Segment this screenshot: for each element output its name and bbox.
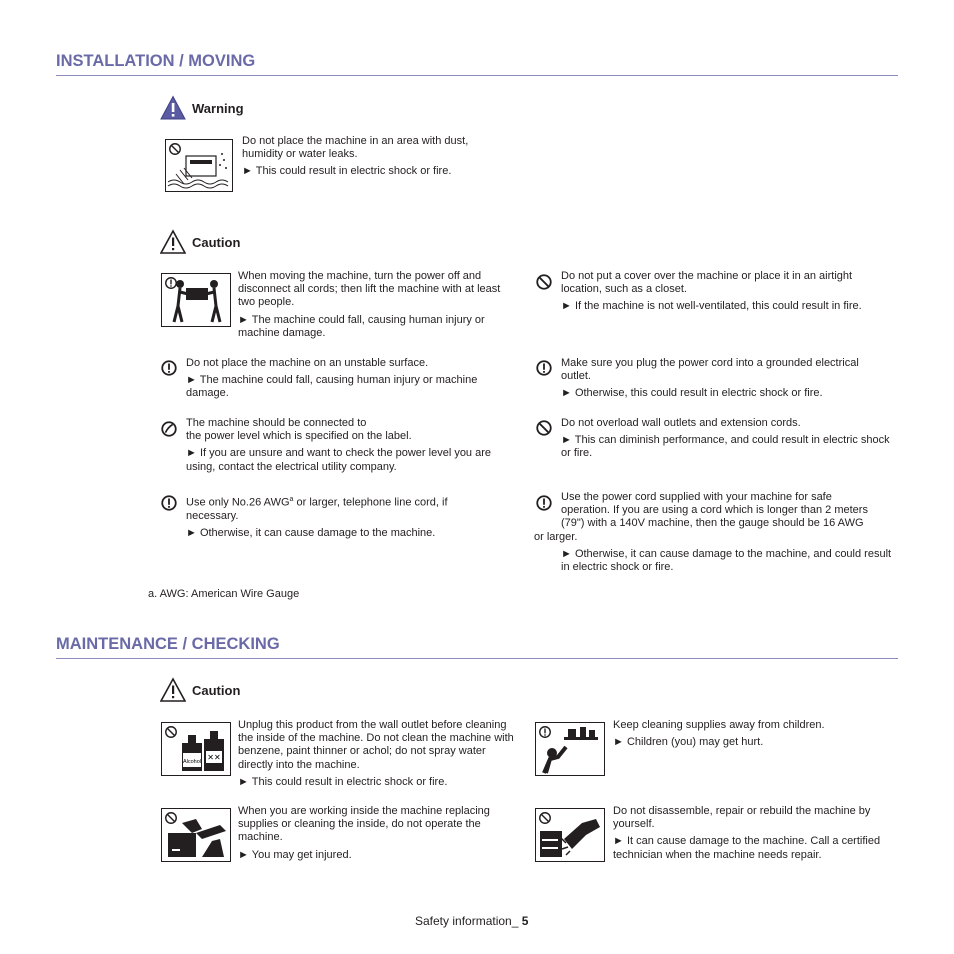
child-reaching-illustration [535,722,605,776]
caution-right-item-4 [534,491,894,574]
caution-label-2: Caution [192,683,241,698]
bottle-mark: ✕✕ [207,753,221,762]
caution-left-item-3-text-1: The machine should be connected to [186,417,367,429]
caution2-left-item-1-note: ► This could result in electric shock or fire. [238,775,448,788]
warning-triangle-icon [160,95,186,121]
caution-left-item-1-note: ► The machine could fall, causing human injury or machine damage. [238,313,485,339]
caution2-right-item-2-note: ► It can cause damage to the machine. Call a certified technician when the machine needs repair. [613,835,881,861]
caution-heading-2 [192,683,240,698]
caution-right-item-4-text-4: or larger. [534,530,578,543]
warning-item-1 [242,135,502,179]
caution2-left-item-2 [238,805,516,862]
caution2-right-item-1 [613,719,893,749]
page-number: 5 [521,914,529,928]
caution2-right-item-1-text: Keep cleaning supplies away from children. [613,719,825,731]
caution-triangle-icon [160,229,186,255]
caution-left-item-3 [186,417,516,474]
awg-text-pre: Use only No.26 AWG [186,496,290,509]
caution-right-item-3-text: Do not overload wall outlets and extension cords. [561,417,801,429]
caution-left-item-4-note: ► Otherwise, it can cause damage to the machine. [186,527,436,540]
warning-item-1-text: Do not place the machine in an area with dust, humidity or water leaks. [242,135,469,161]
caution2-right-item-2 [613,805,893,862]
caution-right-item-2 [561,357,891,401]
caution-right-item-4-note: ► Otherwise, it can cause damage to the machine, and could result in electric shock or fire. [561,547,892,574]
caution-left-item-3-text-2: the power level which is specified on the label. [186,430,412,443]
footnote: a. AWG: American Wire Gauge [148,588,300,600]
caution-left-item-1 [238,270,508,340]
caution-triangle-icon [160,677,186,703]
caution-left-item-4 [186,493,486,540]
awg-text-post: or larger, telephone line cord, if necessary. [186,496,448,522]
prohibition-icon [535,273,553,291]
prohibition-icon [535,419,553,437]
disassembly-illustration [535,808,605,862]
bottle-label: Alcohol [182,759,202,765]
caution-right-item-4-text-1: Use the power cord supplied with your machine for safe [561,491,832,503]
caution-right-item-2-note: ► Otherwise, this could result in electric shock or fire. [561,387,823,400]
caution2-left-item-1 [238,719,516,789]
footnote-ref: a [289,496,294,503]
caution-left-item-2-note: ► The machine could fall, causing human injury or machine damage. [186,374,478,400]
caution-left-item-1-text: When moving the machine, turn the power off and disconnect all cords; then lift the machine with at least two people. [238,270,501,309]
warning-heading [192,101,244,116]
caution-label-1: Caution [192,235,241,250]
mandatory-icon [160,359,178,377]
section-title-installation: INSTALLATION / MOVING [56,52,898,76]
caution-right-item-4-text-3: (79") with a 140V machine, then the gauge should be 16 AWG [561,517,864,530]
caution-right-item-1-text: Do not put a cover over the machine or place it in an airtight location, such as a closet. [561,270,853,296]
caution2-right-item-2-text: Do not disassemble, repair or rebuild the machine by yourself. [613,805,871,831]
section-title-maintenance: MAINTENANCE / CHECKING [56,635,898,659]
warning-item-1-note: ► This could result in electric shock or fire. [242,165,452,178]
mandatory-icon [160,494,178,512]
water-dust-illustration [165,139,233,192]
caution-right-item-3 [561,417,891,461]
caution2-left-item-1-text: Unplug this product from the wall outlet before cleaning the inside of the machine. Do not clean the machine with benzene, paint thinner or achol; do not spray water directly into the machine. [238,719,514,771]
caution2-left-item-2-text: When you are working inside the machine replacing supplies or cleaning the inside, do not operate the machine. [238,805,490,844]
caution-left-item-2 [186,357,506,401]
caution-right-item-4-text-2: operation. If you are using a cord which is longer than 2 meters [561,504,868,517]
mandatory-icon [535,359,553,377]
caution-left-item-3-note: ► If you are unsure and want to check the power level you are using, contact the electrical utility company. [186,447,492,473]
cleaning-bottles-illustration [161,722,231,776]
caution-left-item-2-text: Do not place the machine on an unstable surface. [186,357,429,369]
caution2-right-item-1-note: ► Children (you) may get hurt. [613,736,764,749]
caution2-left-item-2-note: ► You may get injured. [238,848,352,861]
caution-right-item-3-note: ► This can diminish performance, and could result in electric shock or fire. [561,434,890,460]
page-footer [415,914,528,928]
caution-right-item-1 [561,270,891,314]
caution-right-item-1-note: ► If the machine is not well-ventilated, this could result in fire. [561,300,862,313]
hand-inside-machine-illustration [161,808,231,862]
warning-label: Warning [192,101,244,116]
caution-heading-1 [192,235,240,250]
caution-right-item-2-text: Make sure you plug the power cord into a grounded electrical outlet. [561,357,859,383]
footer-text: Safety information_ [415,914,522,928]
check-level-icon [160,420,178,438]
two-people-lifting-illustration [161,273,231,327]
